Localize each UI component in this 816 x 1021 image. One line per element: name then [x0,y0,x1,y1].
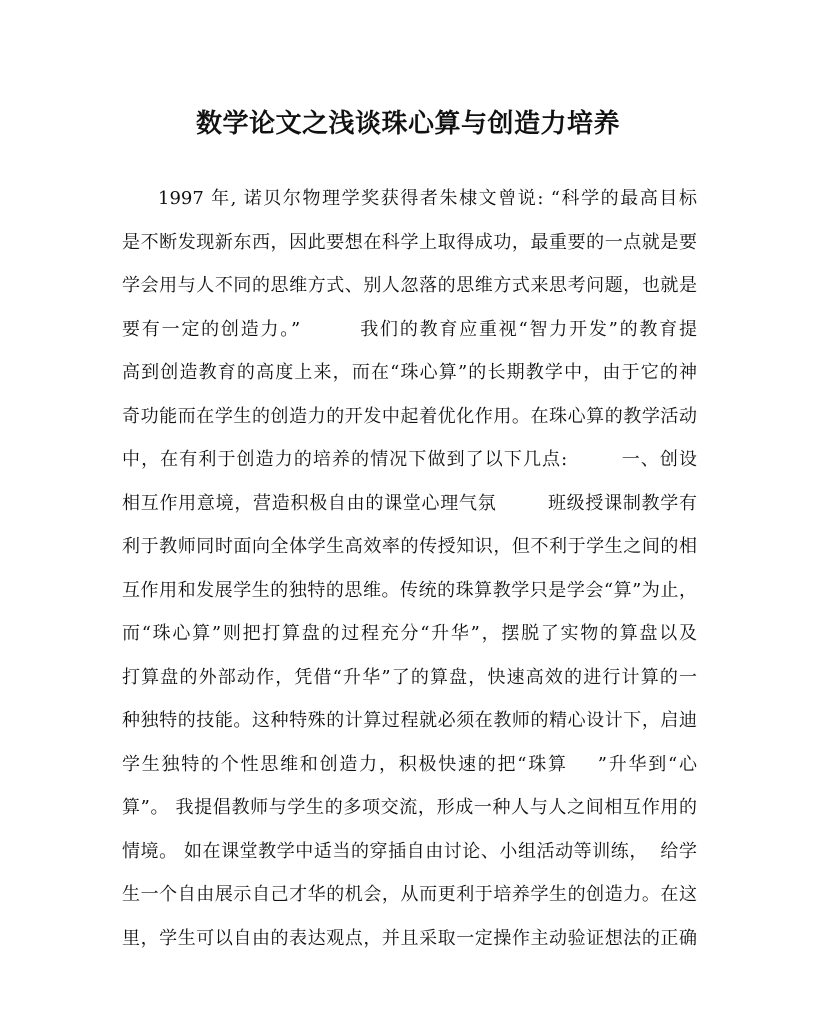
paragraph-line: 算”。 我提倡教师与学生的多项交流，形成一种人与人之间相互作用的 [122,797,697,818]
paragraph-line: 情境。 如在课堂教学中适当的穿插自由讨论、小组活动等训练， 给学 [122,840,697,862]
paragraph-line: 中，在有利于创造力的培养的情况下做到了以下几点: 一、创设 [122,449,697,470]
paragraph-line: 奇功能而在学生的创造力的开发中起着优化作用。在珠心算的教学活动 [122,405,697,427]
paragraph-line: 高到创造教育的高度上来，而在“珠心算”的长期教学中，由于它的神 [122,362,697,383]
paragraph-line: 而“珠心算”则把打算盘的过程充分“升华”，摆脱了实物的算盘以及 [122,623,697,644]
paragraph-line: 利于教师同时面向全体学生高效率的传授知识，但不利于学生之间的相 [122,536,697,557]
paragraph-line: 是不断发现新东西，因此要想在科学上取得成功，最重要的一点就是要 [122,231,697,253]
paragraph-line: 互作用和发展学生的独特的思维。传统的珠算教学只是学会“算”为止， [122,579,697,601]
paragraph-line: 种独特的技能。这种特殊的计算过程就必须在教师的精心设计下，启迪 [122,710,697,731]
paragraph-line: 里，学生可以自由的表达观点，并且采取一定操作主动验证想法的正确 [122,927,697,949]
paragraph-line: 要有一定的创造力。” 我们的教育应重视“智力开发”的教育提 [122,318,697,340]
paragraph-line: 学会用与人不同的思维方式、别人忽落的思维方式来思考问题，也就是 [122,275,697,296]
paragraph-line: 生一个自由展示自己才华的机会，从而更利于培养学生的创造力。在这 [122,884,697,905]
paragraph-line: 1997 年, 诺贝尔物理学奖获得者朱棣文曾说: “科学的最高目标 [158,188,697,209]
paragraph-line: 打算盘的外部动作，凭借“升华”了的算盘，快速高效的进行计算的一 [122,666,697,688]
document-body [122,177,697,960]
paragraph-line: 相互作用意境，营造积极自由的课堂心理气氛 班级授课制教学有 [122,492,697,514]
document-title: 数学论文之浅谈珠心算与创造力培养 [195,109,620,139]
paragraph-line: 学生独特的个性思维和创造力，积极快速的把“珠算 ”升华到“心 [122,753,697,775]
